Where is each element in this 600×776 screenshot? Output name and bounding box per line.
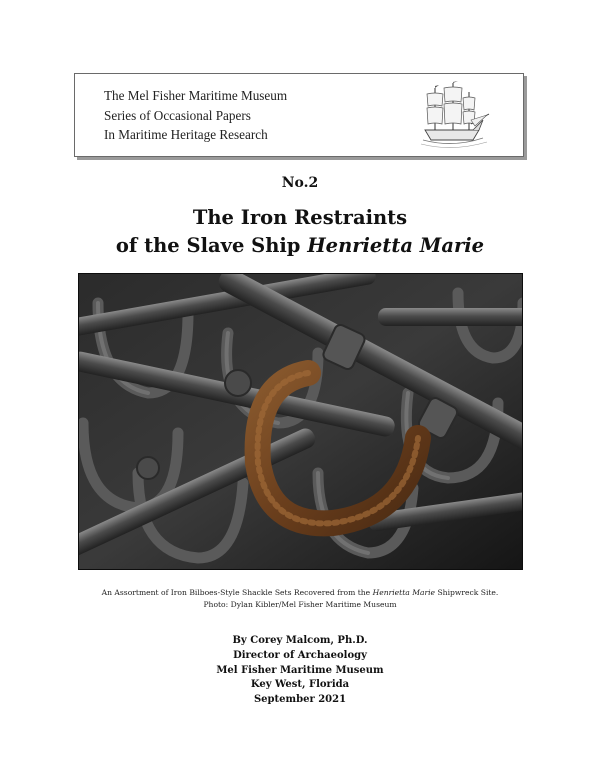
ship-name: Henrietta Marie: [307, 234, 485, 257]
title-line-1: The Iron Restraints: [192, 206, 408, 229]
sailing-ship-icon: [413, 80, 491, 150]
series-line-2: Series of Occasional Papers: [104, 107, 251, 123]
author-name: By Corey Malcom, Ph.D.: [232, 635, 368, 646]
author-block: [0, 634, 600, 708]
publication-date: September 2021: [253, 694, 347, 706]
author-location: Key West, Florida: [250, 679, 350, 691]
series-title: [104, 86, 287, 145]
photo-caption: [0, 587, 600, 611]
page-title: [0, 204, 600, 260]
issue-number: No.2: [281, 175, 319, 191]
caption-ship-name: Henrietta Marie: [372, 588, 436, 597]
title-line-2: [0, 232, 600, 260]
caption-suffix: Shipwreck Site.: [435, 588, 499, 597]
series-line-3: In Maritime Heritage Research: [104, 127, 268, 142]
caption-line-1: [0, 587, 600, 599]
series-header-box: [74, 73, 524, 157]
author-institution: Mel Fisher Maritime Museum: [216, 664, 384, 676]
series-line-1: The Mel Fisher Maritime Museum: [104, 88, 288, 103]
caption-text: An Assortment of Iron Bilboes-Style Shackle Sets Recovered from the: [101, 588, 373, 597]
iron-shackles-photo: [78, 273, 523, 570]
title-line-2-text: of the Slave Ship: [115, 234, 308, 257]
photo-credit: Photo: Dylan Kibler/Mel Fisher Maritime Museum: [203, 600, 397, 609]
author-position: Director of Archaeology: [233, 649, 367, 661]
shackles-illustration: [78, 273, 523, 570]
